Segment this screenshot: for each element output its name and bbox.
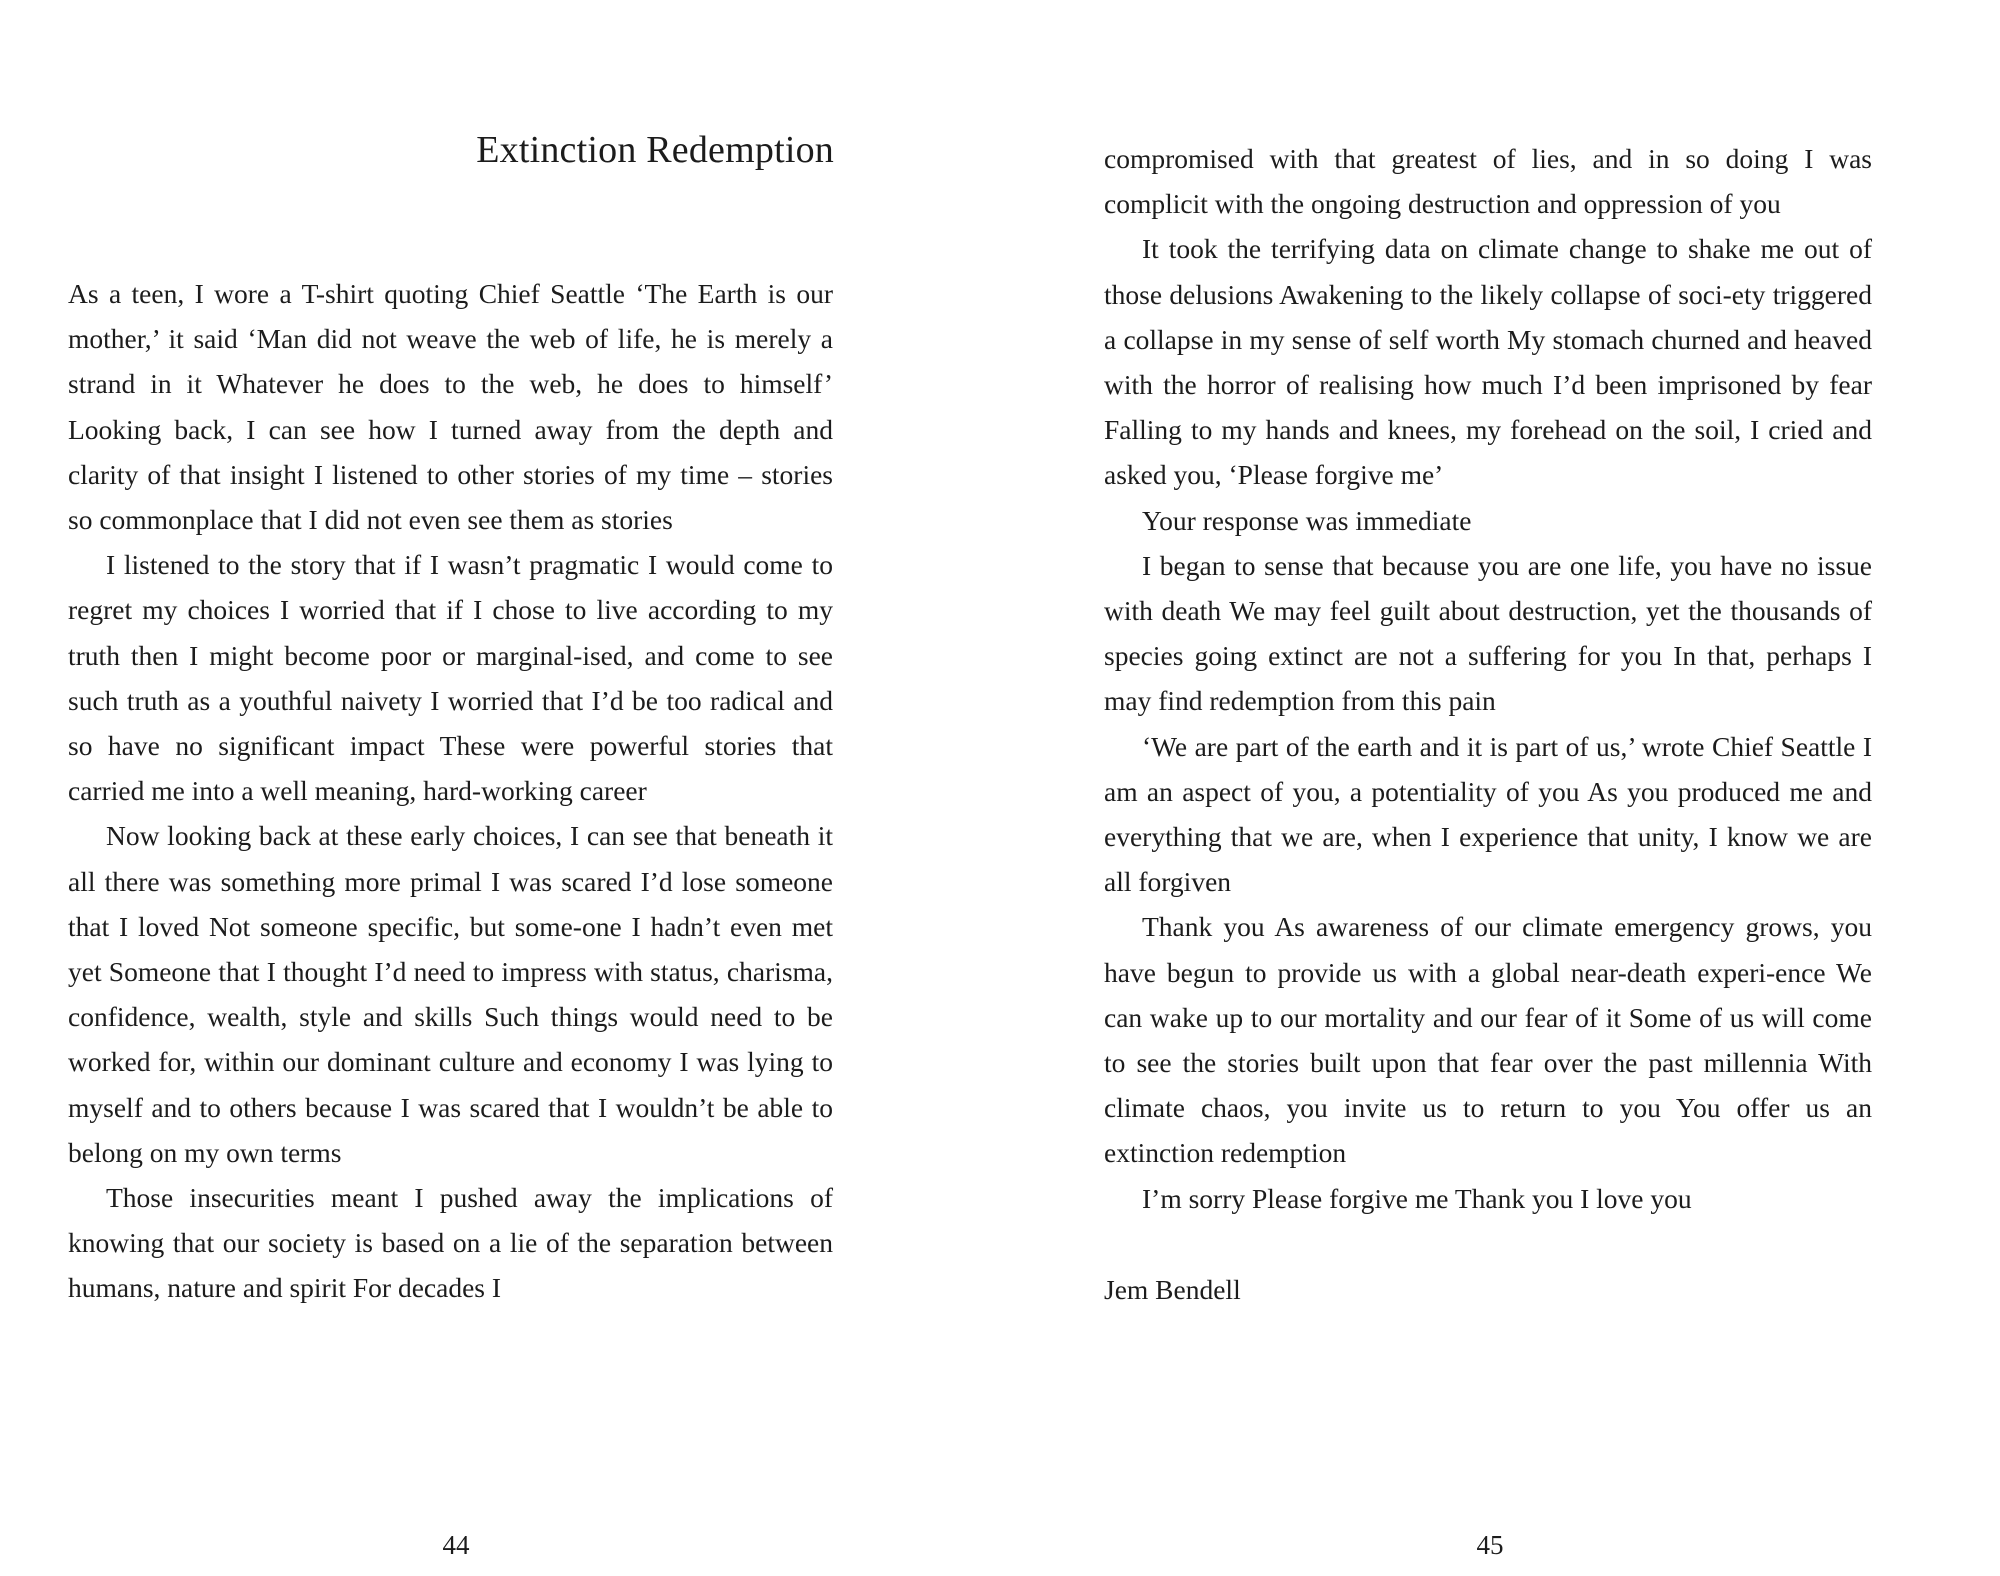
author-signature: Jem Bendell xyxy=(1104,1273,1241,1305)
paragraph: Thank you As awareness of our climate emergency grows, you have begun to provide us with a global near-death experi-ence We can wake up to our mortality and our fear of it Some of us will come to see the stories built upon that fear over the past millennia With climate chaos, you invite us to return to you You offer us an extinction redemption xyxy=(1104,911,1872,1169)
page-number: 45 xyxy=(1476,1530,1504,1560)
paragraph: Now looking back at these early choices, I can see that beneath it all there was something more primal I was scared I’d lose someone that I loved Not someone specific, but some-one I hadn’t even met yet Someone that I thought I’d need to impress with status, charisma, confidence, wealth, style and skills Such things would need to be worked for, within our dominant culture and economy I was lying to myself and to others because I was scared that I wouldn’t be able to belong on my own terms xyxy=(68,820,833,1168)
paragraph: ‘We are part of the earth and it is part of us,’ wrote Chief Seattle I am an aspect of you, a potentiality of you As you produced me and everything that we are, when I experience that unity, I know we are all forgiven xyxy=(1104,730,1872,898)
right-page-body xyxy=(1104,136,1872,1312)
paragraph: I’m sorry Please forgive me Thank you I love you xyxy=(1142,1182,1692,1214)
page-number: 44 xyxy=(442,1530,470,1560)
left-page-body xyxy=(68,271,833,1311)
paragraph: I began to sense that because you are one life, you have no issue with death We may feel guilt about destruction, yet the thousands of species going extinct are not a suffering for you In that, perhaps I may find redemption from this pain xyxy=(1104,549,1872,717)
paragraph: It took the terrifying data on climate change to shake me out of those delusions Awakening to the likely collapse of soci-ety triggered a collapse in my sense of self worth My stomach churned and heaved with the horror of realising how much I’d been imprisoned by fear Falling to my hands and knees, my forehead on the soil, I cried and asked you, ‘Please forgive me’ xyxy=(1104,233,1872,491)
paragraph: Your response was immediate xyxy=(1142,504,1472,536)
paragraph: Those insecurities meant I pushed away the implications of knowing that our society is based on a lie of the separation between humans, nature and spirit For decades I xyxy=(68,1182,833,1304)
paragraph: compromised with that greatest of lies, and in so doing I was complicit with the ongoing destruction and oppression of you xyxy=(1104,143,1872,220)
chapter-title: Extinction Redemption xyxy=(476,129,834,171)
paragraph: I listened to the story that if I wasn’t pragmatic I would come to regret my choices I worried that if I chose to live according to my truth then I might become poor or marginal-ised, and come to see such truth as a youthful naivety I worried that I’d be too radical and so have no significant impact These were powerful stories that carried me into a well meaning, hard-working career xyxy=(68,549,833,807)
paragraph: As a teen, I wore a T-shirt quoting Chief Seattle ‘The Earth is our mother,’ it said ‘Man did not weave the web of life, he is merely a strand in it Whatever he does to the web, he does to himself’ Looking back, I can see how I turned away from the depth and clarity of that insight I listened to other stories of my time – stories so commonplace that I did not even see them as stories xyxy=(68,278,833,536)
right-page xyxy=(1000,0,2000,1576)
